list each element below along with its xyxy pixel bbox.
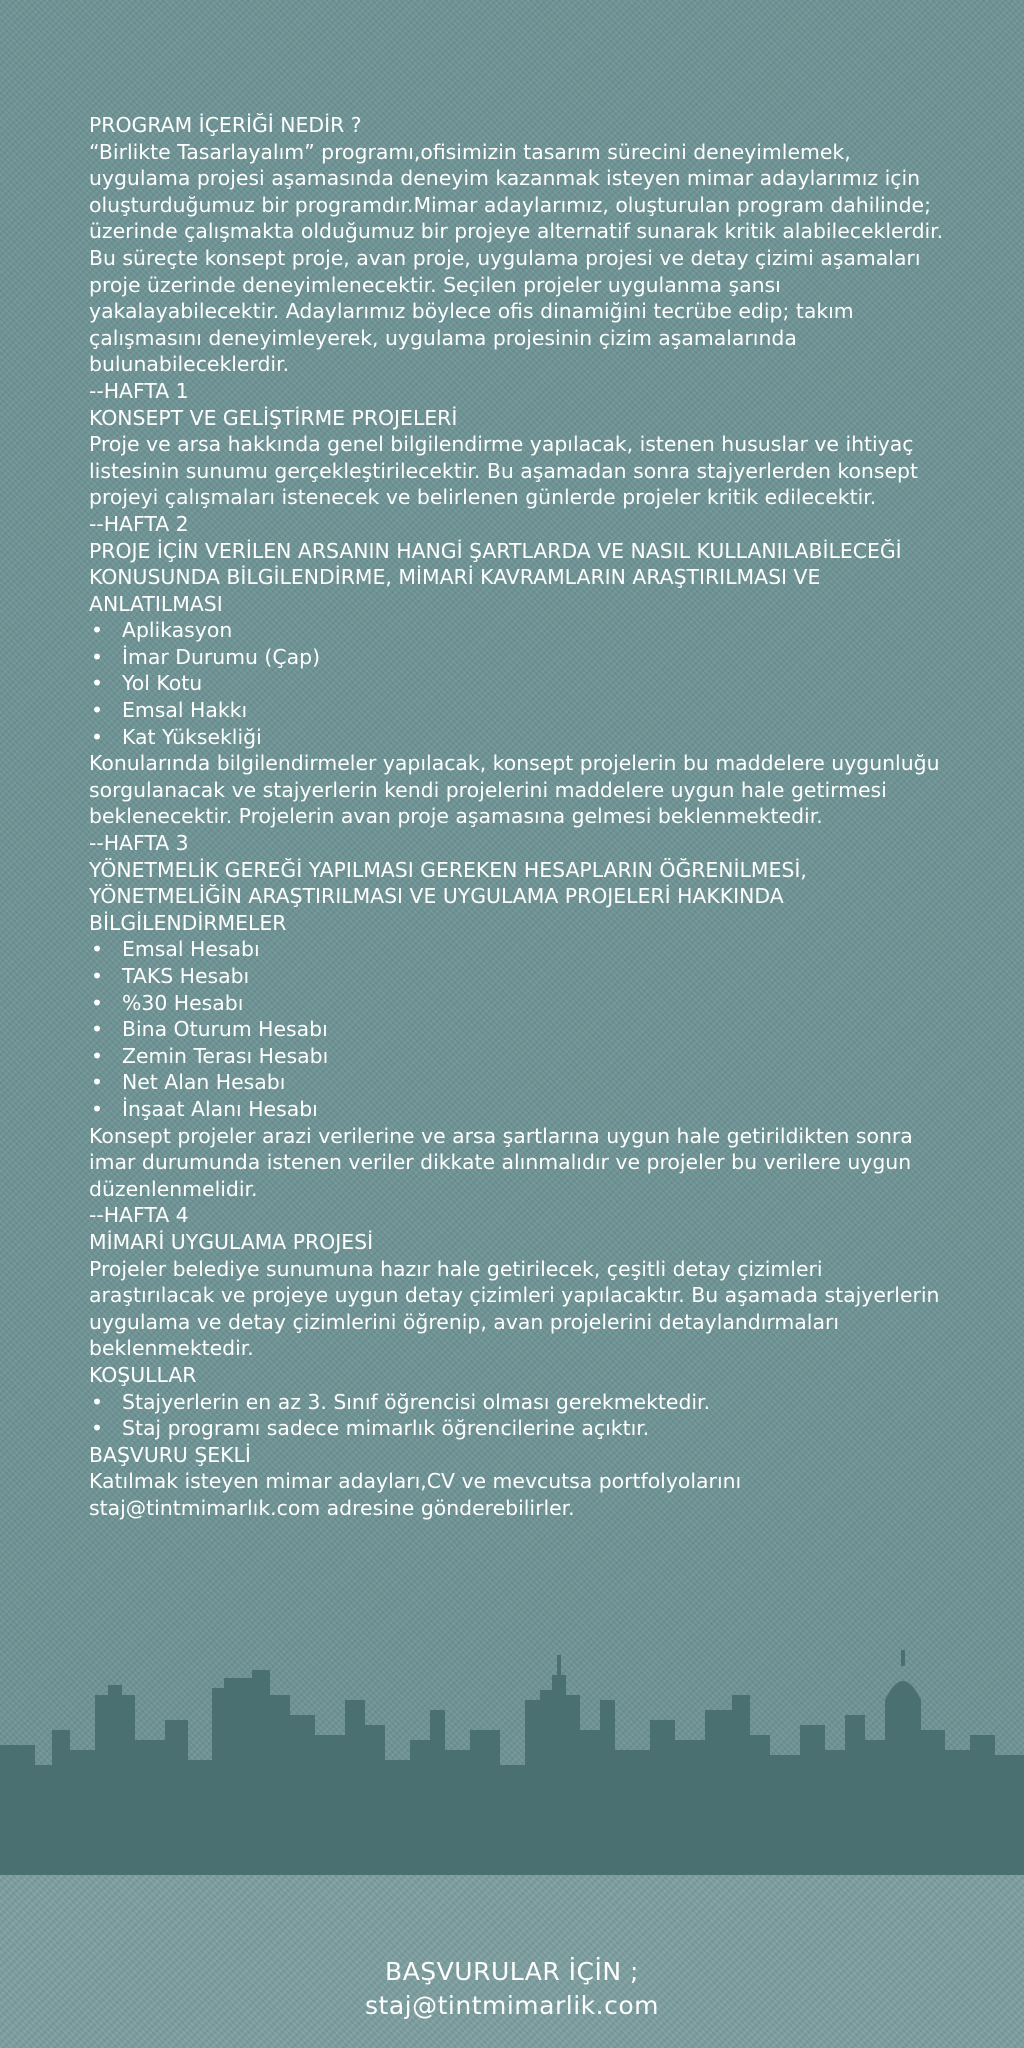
skyline-antenna: [557, 1655, 561, 1677]
intro-heading: PROGRAM İÇERİĞİ NEDİR ?: [89, 113, 362, 137]
list-item: • TAKS Hesabı: [89, 963, 949, 990]
conditions-list: [89, 1389, 949, 1442]
skyline-spire: [901, 1650, 905, 1666]
week-2-paragraph: Konularında bilgilendirmeler yapılacak, konsept projelerin bu maddelere uygunluğu sorgulanacak ve stajyerlerin kendi projelerini maddelere uygun hale getirmesi beklenecektir. Projelerin avan proje aşamasına gelmesi beklenmektedir.: [89, 751, 940, 829]
city-skyline-illustration: [0, 1600, 1024, 1875]
program-content: [89, 112, 949, 1521]
week-2-label: --HAFTA 2: [89, 511, 189, 536]
application-title: BAŞVURU ŞEKLİ: [89, 1442, 251, 1467]
list-item: • İnşaat Alanı Hesabı: [89, 1096, 949, 1123]
week-1-paragraph: Proje ve arsa hakkında genel bilgilendirme yapılacak, istenen hususlar ve ihtiyaç listesinin sunumu gerçekleştirilecektir. Bu aşamadan sonra stajyerlerden konsept projeyi çalışmaları istenecek ve belirlenen günlerde projeler kritik edilecektir.: [89, 432, 918, 510]
week-4-paragraph: Projeler belediye sunumuna hazır hale getirilecek, çeşitli detay çizimleri araştırılacak ve projeye uygun detay çizimleri yapılacaktır. Bu aşamada stajyerlerin uygulama ve detay çizimlerini öğrenip, avan projelerini detaylandırmaları beklenmektedir.: [89, 1256, 940, 1361]
list-item: • Net Alan Hesabı: [89, 1069, 949, 1096]
week-1-label: --HAFTA 1: [89, 378, 189, 403]
list-item: • Kat Yüksekliği: [89, 724, 949, 751]
list-item: • Emsal Hesabı: [89, 936, 949, 963]
list-item: • %30 Hesabı: [89, 990, 949, 1017]
week-3-paragraph: Konsept projeler arazi verilerine ve arsa şartlarına uygun hale getirildikten sonra imar durumunda istenen veriler dikkate alınmalıdır ve projeler bu verilere uygun düzenlenmelidir.: [89, 1123, 913, 1201]
week-3-title: YÖNETMELİK GEREĞİ YAPILMASI GEREKEN HESAPLARIN ÖĞRENİLMESİ, YÖNETMELİĞİN ARAŞTIRILMASI VE UYGULAMA PROJELERİ HAKKINDA BİLGİLENDİRMELER: [89, 857, 807, 935]
skyline-silhouette: [0, 1670, 1024, 1875]
week-1-title: KONSEPT VE GELİŞTİRME PROJELERİ: [89, 405, 458, 430]
week-2-list: [89, 617, 949, 750]
application-paragraph: Katılmak isteyen mimar adayları,CV ve mevcutsa portfolyolarını staj@tintmimarlık.com adresine gönderebilirler.: [89, 1469, 742, 1520]
intro-paragraph: “Birlikte Tasarlayalım” programı,ofisimizin tasarım sürecini deneyimlemek, uygulama projesi aşamasında deneyim kazanmak isteyen mimar adaylarımız için oluşturduğumuz bir programdır.Mimar adaylarımız, oluşturulan program dahilinde; üzerinde çalışmakta olduğumuz bir projeye alternatif sunarak kritik alabileceklerdir. Bu süreçte konsept proje, avan proje, uygulama projesi ve detay çizimi aşamaları proje üzerinde deneyimlenecektir. Seçilen projeler uygulanma şansı yakalayabilecektir. Adaylarımız böylece ofis dinamiğini tecrübe edip; takım çalışmasını deneyimleyerek, uygulama projesinin çizim aşamalarında bulunabileceklerdir.: [89, 139, 944, 377]
list-item: • Zemin Terası Hesabı: [89, 1043, 949, 1070]
footer-heading: BAŞVURULAR İÇİN ;: [385, 1957, 639, 1986]
list-item: • Staj programı sadece mimarlık öğrencilerine açıktır.: [89, 1415, 949, 1442]
week-4-label: --HAFTA 4: [89, 1203, 189, 1228]
list-item: • Yol Kotu: [89, 670, 949, 697]
footer: [0, 1955, 1024, 2023]
week-2-title: PROJE İÇİN VERİLEN ARSANIN HANGİ ŞARTLARDA VE NASIL KULLANILABİLECEĞİ KONUSUNDA BİLGİLENDİRME, MİMARİ KAVRAMLARIN ARAŞTIRILMASI VE ANLATILMASI: [89, 538, 902, 616]
list-item: • Emsal Hakkı: [89, 697, 949, 724]
week-3-label: --HAFTA 3: [89, 831, 189, 856]
footer-email: staj@tintmimarlik.com: [365, 1991, 659, 2020]
list-item: • Aplikasyon: [89, 617, 949, 644]
conditions-title: KOŞULLAR: [89, 1362, 197, 1387]
week-3-list: [89, 936, 949, 1122]
list-item: • Stajyerlerin en az 3. Sınıf öğrencisi olması gerekmektedir.: [89, 1389, 949, 1416]
list-item: • İmar Durumu (Çap): [89, 644, 949, 671]
week-4-title: MİMARİ UYGULAMA PROJESİ: [89, 1229, 374, 1254]
list-item: • Bina Oturum Hesabı: [89, 1016, 949, 1043]
